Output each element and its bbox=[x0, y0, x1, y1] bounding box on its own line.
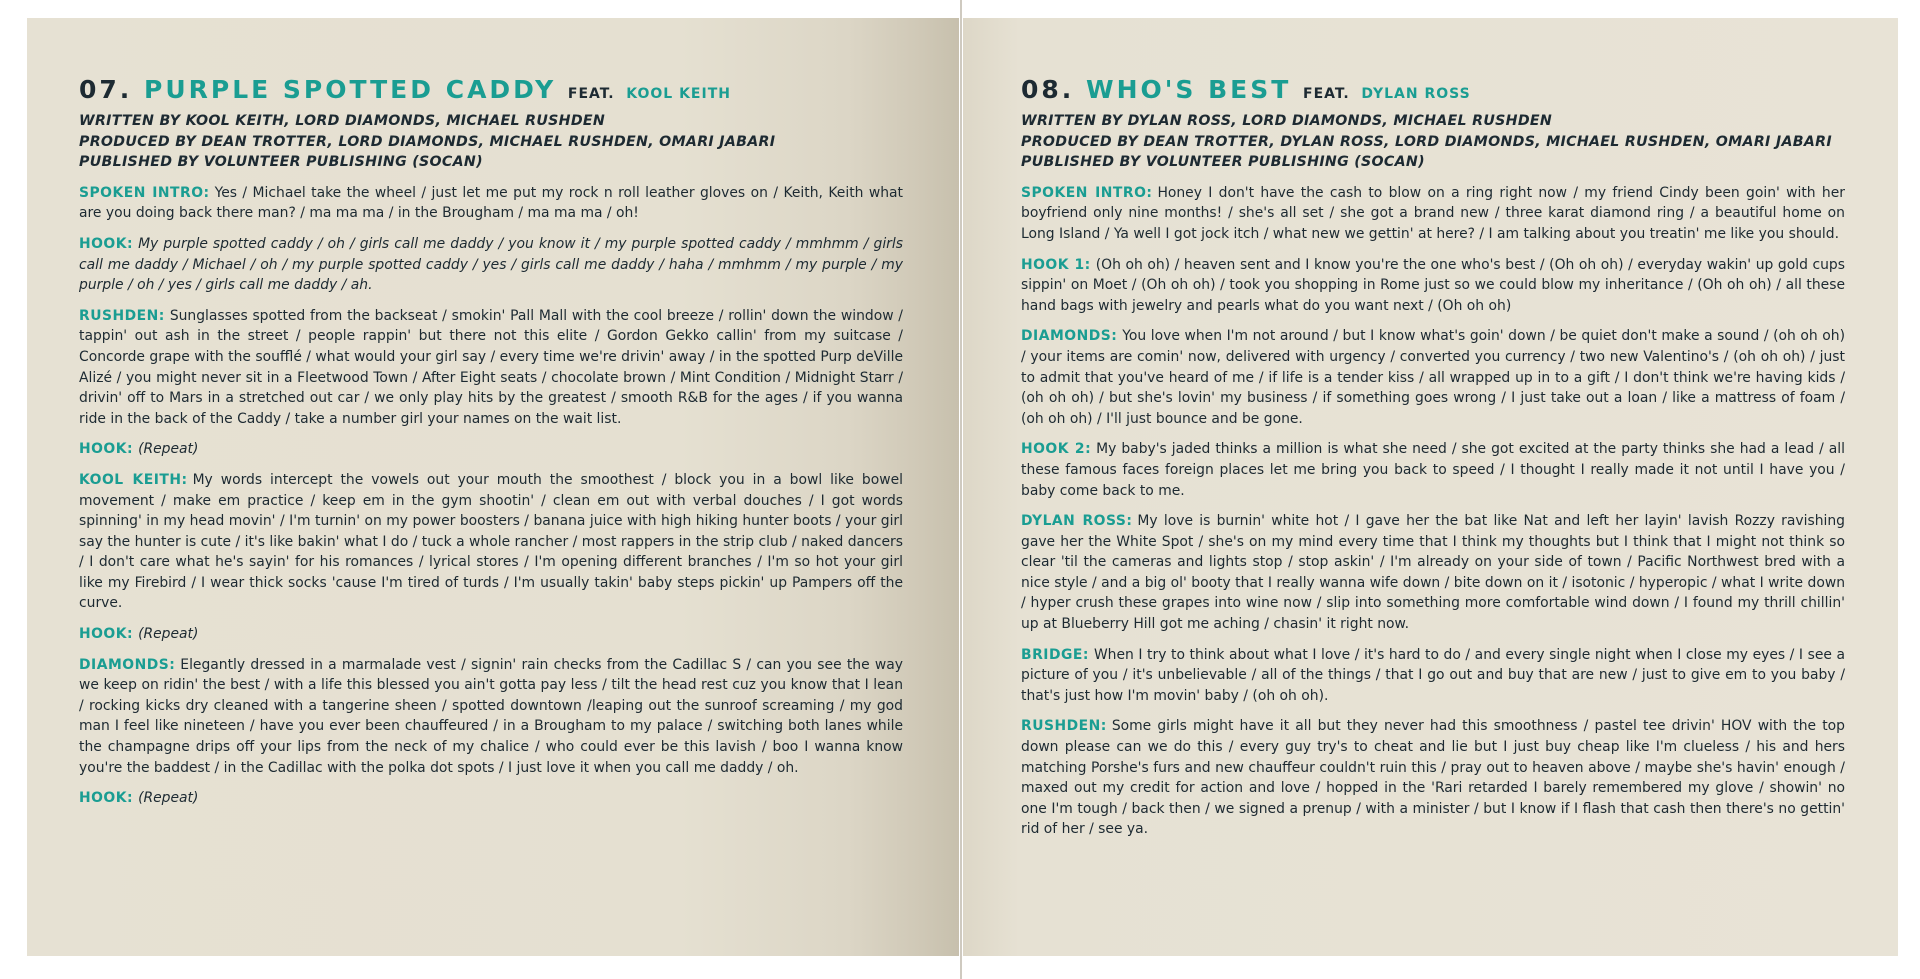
lyrics-08 bbox=[1021, 73, 1845, 850]
left-page bbox=[27, 18, 959, 956]
verse-label: HOOK: bbox=[79, 626, 134, 643]
verse-hook-repeat bbox=[79, 439, 903, 460]
verse-kool-keith bbox=[79, 470, 903, 614]
credit-written: WRITTEN BY DYLAN ROSS, LORD DIAMONDS, MICHAEL RUSHDEN bbox=[1021, 113, 1553, 129]
verse-label: HOOK: bbox=[79, 790, 134, 807]
verse-hook-repeat bbox=[79, 788, 903, 809]
verse-label: HOOK: bbox=[79, 441, 134, 458]
verse-label: DIAMONDS: bbox=[79, 656, 176, 673]
verse-hook-1 bbox=[1021, 255, 1845, 317]
verse-text: (Repeat) bbox=[138, 790, 199, 807]
featured-artist: KOOL KEITH bbox=[626, 86, 731, 102]
credit-published: PUBLISHED BY VOLUNTEER PUBLISHING (SOCAN) bbox=[1021, 154, 1425, 171]
verse-hook bbox=[79, 234, 903, 296]
verse-label: SPOKEN INTRO: bbox=[1021, 184, 1153, 201]
credit-published: PUBLISHED BY VOLUNTEER PUBLISHING (SOCAN) bbox=[79, 154, 483, 171]
verse-label: BRIDGE: bbox=[1021, 646, 1089, 663]
verse-spoken-intro bbox=[79, 183, 903, 224]
verse-label: KOOL KEITH: bbox=[79, 471, 188, 488]
verse-label: HOOK: bbox=[79, 235, 134, 252]
verse-text: My love is burnin' white hot / I gave her the bat like Nat and left her layin' lavish Rozzy ravishing gave her the White Spot / she's on my mind every time that I think my thoughts but I think that I might not think so clear 'til the cameras and lights stop / stop askin' / I'm already on your side of town / Pacific Northwest bred with a nice style / and a big ol' booty that I really wanna wife down / bite down on it / isotonic / hyperopic / what I write down / hyper crush these grapes into wine now / slip into something more comfortable wind down / I found my thrill chillin' up at Blueberry Hill got me aching / chasin' it right now. bbox=[1021, 513, 1845, 633]
credits bbox=[1021, 111, 1845, 173]
verse-rushden bbox=[1021, 716, 1845, 840]
credit-written: WRITTEN BY KOOL KEITH, LORD DIAMONDS, MICHAEL RUSHDEN bbox=[79, 113, 606, 129]
verse-bridge bbox=[1021, 645, 1845, 707]
verse-diamonds bbox=[79, 655, 903, 779]
verse-label: DYLAN ROSS: bbox=[1021, 513, 1133, 530]
track-number: 08. bbox=[1021, 75, 1075, 104]
lyrics-07 bbox=[79, 73, 903, 819]
verse-label: HOOK 2: bbox=[1021, 441, 1092, 458]
feat-label: FEAT. bbox=[567, 86, 615, 102]
verse-text: When I try to think about what I love / it's hard to do / and every single night when I close my eyes / I see a picture of you / it's unbelievable / all of the things / that I go out and buy that are new / just to give em to you baby / that's just how I'm movin' baby / (oh oh oh). bbox=[1021, 646, 1845, 704]
verse-hook-repeat bbox=[79, 624, 903, 645]
verse-rushden bbox=[79, 306, 903, 430]
verse-text: (Repeat) bbox=[138, 441, 199, 458]
verse-text: Elegantly dressed in a marmalade vest / signin' rain checks from the Cadillac S / can you see the way we keep on ridin' the best / with a life this blessed you ain't gotta pay less / tilt the head rest cuz you know that I lean / rocking kicks dry cleaned with a tangerine sheen / spotted downtown /leaping out the sunroof screaming / my god man I feel like nineteen / have you ever been chauffeured / in a Brougham to my palace / switching both lanes while the champagne drips off your lips from the neck of my chalice / who could ever be this lavish / boo I wanna know you're the baddest / in the Cadillac with the polka dot spots / I just love it when you call me daddy / oh. bbox=[79, 656, 903, 776]
verse-text: Sunglasses spotted from the backseat / smokin' Pall Mall with the cool breeze / rollin' down the window / tappin' out ash in the street / people rappin' but there not this elite / Gordon Gekko callin' from my suitcase / Concorde grape with the soufflé / what would your girl say / every time we're drivin' away / in the spotted Purp deVille Alizé / you might never sit in a Fleetwood Town / After Eight seats / chocolate brown / Mint Condition / Midnight Starr / drivin' off to Mars in a stretched out car / we only play hits by the greatest / smooth R&B for the ages / if you wanna ride in the back of the Caddy / take a number girl your names on the wait list. bbox=[79, 307, 903, 427]
book-spine bbox=[960, 0, 962, 979]
verse-text: My baby's jaded thinks a million is what she need / she got excited at the party thinks she had a lead / all these famous faces foreign places let me bring you back to speed / I thought I really made it not until I have you / baby come back to me. bbox=[1021, 441, 1845, 499]
verse-diamonds bbox=[1021, 326, 1845, 429]
right-page bbox=[963, 18, 1898, 956]
verse-text: You love when I'm not around / but I know what's goin' down / be quiet don't make a sound / (oh oh oh) / your items are comin' now, delivered with urgency / converted you currency / two new Valentino's / (oh oh oh) / just to admit that you've heard of me / if life is a tender kiss / all wrapped up in to a gift / I don't think we're having kids / (oh oh oh) / but she's lovin' my business / if something goes wrong / I just take out a loan / like a mattress of foam / (oh oh oh) / I'll just bounce and be gone. bbox=[1021, 328, 1845, 427]
featured-artist: DYLAN ROSS bbox=[1361, 86, 1471, 102]
verse-label: RUSHDEN: bbox=[79, 307, 165, 324]
verse-label: DIAMONDS: bbox=[1021, 328, 1118, 345]
verse-text: Honey I don't have the cash to blow on a ring right now / my friend Cindy been goin' with her boyfriend only nine months! / she's all set / she got a brand new / three karat diamond ring / a beautiful home on Long Island / Ya well I got jock itch / what new we gettin' at here? / I am talking about you treatin' me like you should. bbox=[1021, 184, 1845, 242]
verse-label: HOOK 1: bbox=[1021, 256, 1091, 273]
track-name: PURPLE SPOTTED CADDY bbox=[144, 75, 557, 104]
verse-text: Yes / Michael take the wheel / just let me put my rock n roll leather gloves on / Keith, Keith what are you doing back there man? / ma ma ma / in the Brougham / ma ma ma / oh! bbox=[79, 184, 903, 222]
verse-text: Some girls might have it all but they never had this smoothness / pastel tee drivin' HOV with the top down please can we do this / every guy try's to cheat and lie but I just buy cheap like I'm clueless / his and hers matching Porshe's furs and new chauffeur couldn't ruin this / pray out to heaven above / maybe she's havin' enough / maxed out my credit for action and love / hopped in the 'Rari retarded I barely remembered my glove / showin' no one I'm tough / back then / we signed a prenup / with a minister / but I know if I flash that cash then there's no gettin' rid of her / see ya. bbox=[1021, 718, 1845, 838]
verse-text: (Oh oh oh) / heaven sent and I know you're the one who's best / (Oh oh oh) / everyday wakin' up gold cups sippin' on Moet / (Oh oh oh) / took you shopping in Rome just so we could blow my inheritance / (Oh oh oh) / all these hand bags with jewelry and pearls what do you want next / (Oh oh oh) bbox=[1021, 256, 1845, 314]
verse-label: RUSHDEN: bbox=[1021, 718, 1107, 735]
credits bbox=[79, 111, 903, 173]
credit-produced: PRODUCED BY DEAN TROTTER, DYLAN ROSS, LORD DIAMONDS, MICHAEL RUSHDEN, OMARI JABARI bbox=[1021, 133, 1832, 150]
verse-text: My purple spotted caddy / oh / girls call me daddy / you know it / my purple spotted caddy / mmhmm / girls call me daddy / Michael / oh / my purple spotted caddy / yes / girls call me daddy / haha / mmhmm / my purple / my purple / oh / yes / girls call me daddy / ah. bbox=[79, 235, 903, 294]
credit-produced: PRODUCED BY DEAN TROTTER, LORD DIAMONDS, MICHAEL RUSHDEN, OMARI JABARI bbox=[79, 133, 776, 150]
track-name: WHO'S BEST bbox=[1086, 75, 1292, 104]
verse-label: SPOKEN INTRO: bbox=[79, 184, 210, 201]
verse-text: My words intercept the vowels out your mouth the smoothest / block you in a bowl like bowel movement / make em practice / keep em in the gym shootin' / clean em out with verbal douches / I got words spinning' in my head movin' / I'm turnin' on my power boosters / banana juice with high hiking hunter boots / your girl say the hunter is cute / it's like bakin' what I do / tuck a whole rancher / most rappers in the strip club / naked dancers / I don't care what he's sayin' for his romances / lyrical stores / I'm opening different branches / I'm so hot your girl like my Firebird / I wear thick socks 'cause I'm tired of turds / I'm usually takin' baby steps pickin' up Pampers off the curve. bbox=[79, 471, 903, 612]
verse-hook-2 bbox=[1021, 439, 1845, 501]
verse-dylan-ross bbox=[1021, 511, 1845, 635]
track-title bbox=[79, 73, 903, 111]
track-number: 07. bbox=[79, 75, 133, 104]
track-title bbox=[1021, 73, 1845, 111]
verse-spoken-intro bbox=[1021, 183, 1845, 245]
feat-label: FEAT. bbox=[1303, 86, 1350, 102]
verse-text: (Repeat) bbox=[138, 626, 199, 643]
